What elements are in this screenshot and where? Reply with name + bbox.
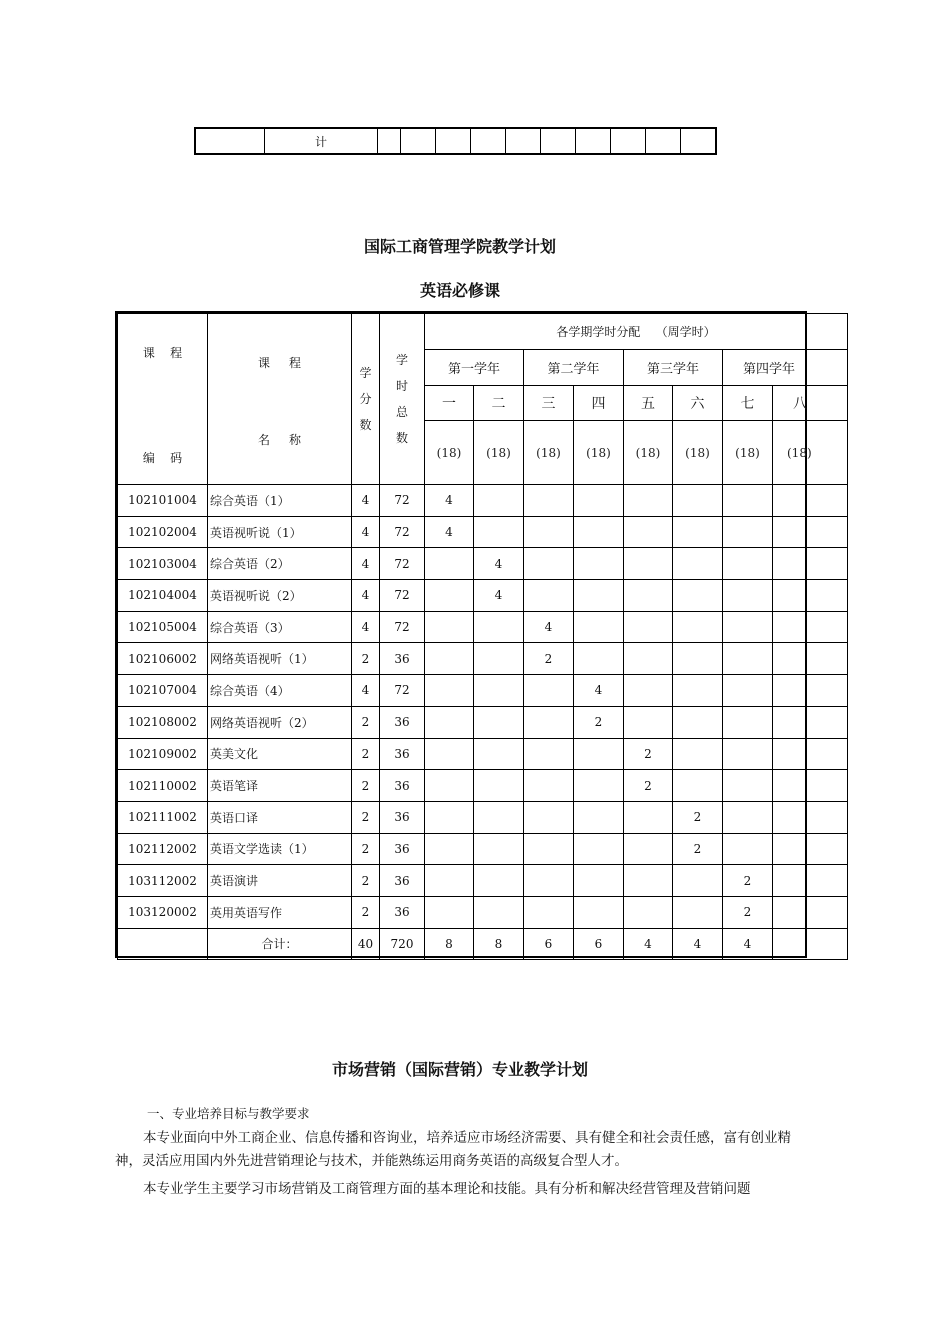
semester-hours: [624, 611, 673, 643]
header-semester: 二: [474, 386, 524, 421]
course-code: 102102004: [118, 516, 208, 548]
header-semester: 七: [723, 386, 773, 421]
semester-hours: [574, 865, 624, 897]
header-year-2: 第二学年: [524, 350, 624, 386]
course-name: 网络英语视听（1）: [208, 643, 352, 675]
course-code: 103112002: [118, 865, 208, 897]
semester-hours: [474, 738, 524, 770]
semester-hours: [524, 580, 574, 612]
semester-hours: [474, 865, 524, 897]
semester-hours: [624, 643, 673, 675]
semester-hours: [673, 516, 723, 548]
semester-hours: [474, 833, 524, 865]
course-name: 网络英语视听（2）: [208, 706, 352, 738]
course-credits: 2: [352, 896, 380, 928]
semester-hours: [673, 643, 723, 675]
semester-hours: [524, 485, 574, 517]
header-year-4: 第四学年: [723, 350, 848, 386]
header-weeks: (18): [624, 421, 673, 485]
semester-hours: [524, 516, 574, 548]
course-code: 102106002: [118, 643, 208, 675]
semester-hours: [574, 801, 624, 833]
course-credits: 4: [352, 548, 380, 580]
course-credits: 4: [352, 675, 380, 707]
semester-hours: [524, 675, 574, 707]
course-credits: 2: [352, 643, 380, 675]
semester-hours: [624, 865, 673, 897]
semester-hours: [574, 896, 624, 928]
semester-hours: [673, 865, 723, 897]
header-credits: 学 分 数: [352, 314, 380, 485]
header-weeks: (18): [425, 421, 474, 485]
semester-hours: [624, 485, 673, 517]
semester-hours: [773, 801, 848, 833]
course-code: 103120002: [118, 896, 208, 928]
paragraph-content: 本专业学生主要学习市场营销及工商管理方面的基本理论和技能。具有分析和解决经营管理及营销问题: [143, 1181, 751, 1197]
semester-hours: [425, 738, 474, 770]
header-semester: 四: [574, 386, 624, 421]
table-row: [118, 770, 848, 802]
semester-hours: [673, 580, 723, 612]
semester-hours: 2: [574, 706, 624, 738]
course-credits: 4: [352, 485, 380, 517]
semester-hours: [624, 675, 673, 707]
semester-hours: [474, 643, 524, 675]
semester-hours: [723, 706, 773, 738]
semester-hours: [574, 611, 624, 643]
semester-hours: [773, 896, 848, 928]
semester-hours: 4: [474, 580, 524, 612]
paragraph-goal: 本专业面向中外工商企业、信息传播和咨询业，培养适应市场经济需要、具有健全和社会责任感，富有创业精神，灵活应用国内外先进营销理论与技术，并能熟练运用商务英语的高级复合型人才。: [115, 1130, 791, 1169]
semester-hours: [624, 896, 673, 928]
semester-hours: [773, 611, 848, 643]
table-row: [118, 485, 848, 517]
semester-hours: [673, 770, 723, 802]
course-code: 102105004: [118, 611, 208, 643]
semester-hours: [574, 485, 624, 517]
semester-hours: [673, 896, 723, 928]
table-row: [118, 675, 848, 707]
college-title: 国际工商管理学院教学计划: [363, 237, 556, 256]
header-semester: 六: [673, 386, 723, 421]
course-name: 英语视听说（2）: [208, 580, 352, 612]
semester-hours: [524, 865, 574, 897]
semester-hours: 2: [723, 865, 773, 897]
header-semester: 五: [624, 386, 673, 421]
semester-hours: [474, 611, 524, 643]
english-course-table: [115, 311, 812, 958]
semester-hours: [723, 548, 773, 580]
semester-hours: [425, 706, 474, 738]
table-row: [118, 706, 848, 738]
header-semester: 三: [524, 386, 574, 421]
semester-hours: [474, 706, 524, 738]
table-row: [118, 516, 848, 548]
course-name: 英语文学选读（1）: [208, 833, 352, 865]
total-semester-hours: 4: [723, 928, 773, 960]
total-credits: 40: [352, 928, 380, 960]
semester-hours: [773, 548, 848, 580]
course-hours: 36: [380, 801, 425, 833]
course-code: 102112002: [118, 833, 208, 865]
total-semester-hours: 6: [524, 928, 574, 960]
course-hours: 36: [380, 770, 425, 802]
table-row: [118, 643, 848, 675]
semester-hours: 4: [574, 675, 624, 707]
course-name: 综合英语（1）: [208, 485, 352, 517]
total-semester-hours: 4: [624, 928, 673, 960]
course-hours: 36: [380, 833, 425, 865]
course-code: 102109002: [118, 738, 208, 770]
semester-hours: [624, 516, 673, 548]
total-label: 合计：: [208, 928, 352, 960]
table-row: [118, 738, 848, 770]
semester-hours: [425, 548, 474, 580]
semester-hours: [773, 516, 848, 548]
semester-hours: [624, 801, 673, 833]
semester-hours: [673, 738, 723, 770]
course-credits: 2: [352, 738, 380, 770]
header-year-3: 第三学年: [624, 350, 723, 386]
course-code: 102108002: [118, 706, 208, 738]
header-weeks: (18): [574, 421, 624, 485]
course-name: 综合英语（2）: [208, 548, 352, 580]
semester-hours: [474, 801, 524, 833]
semester-hours: [723, 611, 773, 643]
previous-table-fragment: [194, 127, 717, 155]
header-distribution: 各学期学时分配 （周学时）: [425, 314, 848, 350]
total-semester-hours: 4: [673, 928, 723, 960]
semester-hours: [624, 548, 673, 580]
semester-hours: [624, 580, 673, 612]
semester-hours: 4: [425, 485, 474, 517]
course-name: 英语口译: [208, 801, 352, 833]
semester-hours: [673, 611, 723, 643]
total-semester-hours: [773, 928, 848, 960]
total-semester-hours: 8: [474, 928, 524, 960]
semester-hours: 4: [474, 548, 524, 580]
semester-hours: [474, 675, 524, 707]
semester-hours: [524, 801, 574, 833]
course-hours: 72: [380, 580, 425, 612]
semester-hours: [474, 516, 524, 548]
semester-hours: 2: [624, 738, 673, 770]
header-course-code: 课 程 编 码: [118, 314, 208, 485]
course-code: 102101004: [118, 485, 208, 517]
course-code: 102107004: [118, 675, 208, 707]
course-name: 综合英语（3）: [208, 611, 352, 643]
semester-hours: [524, 706, 574, 738]
semester-hours: [773, 706, 848, 738]
semester-hours: [425, 675, 474, 707]
semester-hours: [673, 706, 723, 738]
semester-hours: [574, 580, 624, 612]
semester-hours: [574, 770, 624, 802]
section-heading: 一、专业培养目标与教学要求: [147, 1106, 310, 1121]
semester-hours: 4: [524, 611, 574, 643]
semester-hours: [723, 485, 773, 517]
semester-hours: [574, 548, 624, 580]
header-year-1: 第一学年: [425, 350, 524, 386]
header-weeks: (18): [474, 421, 524, 485]
course-credits: 4: [352, 580, 380, 612]
header-weeks: (18): [673, 421, 723, 485]
table-row: [118, 580, 848, 612]
semester-hours: [524, 770, 574, 802]
total-semester-hours: 8: [425, 928, 474, 960]
semester-hours: [425, 833, 474, 865]
course-credits: 2: [352, 706, 380, 738]
semester-hours: [425, 611, 474, 643]
course-hours: 36: [380, 643, 425, 675]
semester-hours: 2: [524, 643, 574, 675]
table-row: [118, 865, 848, 897]
semester-hours: [624, 833, 673, 865]
header-semester: 一: [425, 386, 474, 421]
course-hours: 36: [380, 738, 425, 770]
header-course-name: 课 程 名 称: [208, 314, 352, 485]
course-name: 英美文化: [208, 738, 352, 770]
total-hours: 720: [380, 928, 425, 960]
table-row: [118, 896, 848, 928]
course-name: 英语演讲: [208, 865, 352, 897]
semester-hours: 2: [723, 896, 773, 928]
semester-hours: [723, 516, 773, 548]
semester-hours: [673, 548, 723, 580]
semester-hours: [425, 643, 474, 675]
course-hours: 72: [380, 611, 425, 643]
table-row: [118, 611, 848, 643]
header-total-hours: 学 时 总 数: [380, 314, 425, 485]
semester-hours: [773, 580, 848, 612]
semester-hours: 4: [425, 516, 474, 548]
course-credits: 2: [352, 801, 380, 833]
total-row: [118, 928, 848, 960]
course-hours: 36: [380, 706, 425, 738]
semester-hours: [425, 865, 474, 897]
header-weeks: (18): [723, 421, 773, 485]
semester-hours: [723, 580, 773, 612]
semester-hours: [773, 675, 848, 707]
semester-hours: 2: [673, 833, 723, 865]
semester-hours: [773, 770, 848, 802]
semester-hours: [773, 738, 848, 770]
semester-hours: [524, 896, 574, 928]
header-weeks: (18): [524, 421, 574, 485]
course-credits: 4: [352, 611, 380, 643]
semester-hours: [773, 643, 848, 675]
semester-hours: [723, 643, 773, 675]
semester-hours: [723, 801, 773, 833]
course-credits: 2: [352, 770, 380, 802]
course-code: 102110002: [118, 770, 208, 802]
header-semester: 八: [773, 386, 848, 421]
course-code: 102111002: [118, 801, 208, 833]
course-hours: 72: [380, 516, 425, 548]
program-title: 市场营销（国际营销）专业教学计划: [331, 1060, 588, 1079]
semester-hours: [474, 770, 524, 802]
total-empty: [118, 928, 208, 960]
table-row: [118, 801, 848, 833]
semester-hours: [773, 833, 848, 865]
course-code: 102104004: [118, 580, 208, 612]
table-row: [118, 833, 848, 865]
course-hours: 72: [380, 485, 425, 517]
course-credits: 4: [352, 516, 380, 548]
semester-hours: [524, 833, 574, 865]
semester-hours: [624, 706, 673, 738]
semester-hours: [474, 485, 524, 517]
semester-hours: [673, 675, 723, 707]
semester-hours: 2: [673, 801, 723, 833]
semester-hours: [524, 738, 574, 770]
course-hours: 36: [380, 865, 425, 897]
course-hours: 72: [380, 548, 425, 580]
semester-hours: [574, 738, 624, 770]
fragment-cell: [195, 128, 265, 154]
total-semester-hours: 6: [574, 928, 624, 960]
course-hours: 72: [380, 675, 425, 707]
course-name: 英用英语写作: [208, 896, 352, 928]
semester-hours: [723, 833, 773, 865]
semester-hours: [773, 485, 848, 517]
semester-hours: [574, 833, 624, 865]
semester-hours: [773, 865, 848, 897]
course-code: 102103004: [118, 548, 208, 580]
semester-hours: [723, 770, 773, 802]
table-row: [118, 548, 848, 580]
semester-hours: [574, 516, 624, 548]
section-title: 英语必修课: [419, 281, 500, 300]
semester-hours: [723, 675, 773, 707]
semester-hours: [425, 801, 474, 833]
course-name: 英语笔译: [208, 770, 352, 802]
semester-hours: [673, 485, 723, 517]
semester-hours: [524, 548, 574, 580]
semester-hours: [425, 580, 474, 612]
header-weeks: (18): [773, 421, 848, 485]
course-name: 综合英语（4）: [208, 675, 352, 707]
semester-hours: [574, 643, 624, 675]
course-hours: 36: [380, 896, 425, 928]
course-name: 英语视听说（1）: [208, 516, 352, 548]
semester-hours: [723, 738, 773, 770]
semester-hours: 2: [624, 770, 673, 802]
semester-hours: [425, 896, 474, 928]
course-credits: 2: [352, 833, 380, 865]
course-credits: 2: [352, 865, 380, 897]
fragment-label: 计: [265, 128, 378, 154]
semester-hours: [474, 896, 524, 928]
semester-hours: [425, 770, 474, 802]
